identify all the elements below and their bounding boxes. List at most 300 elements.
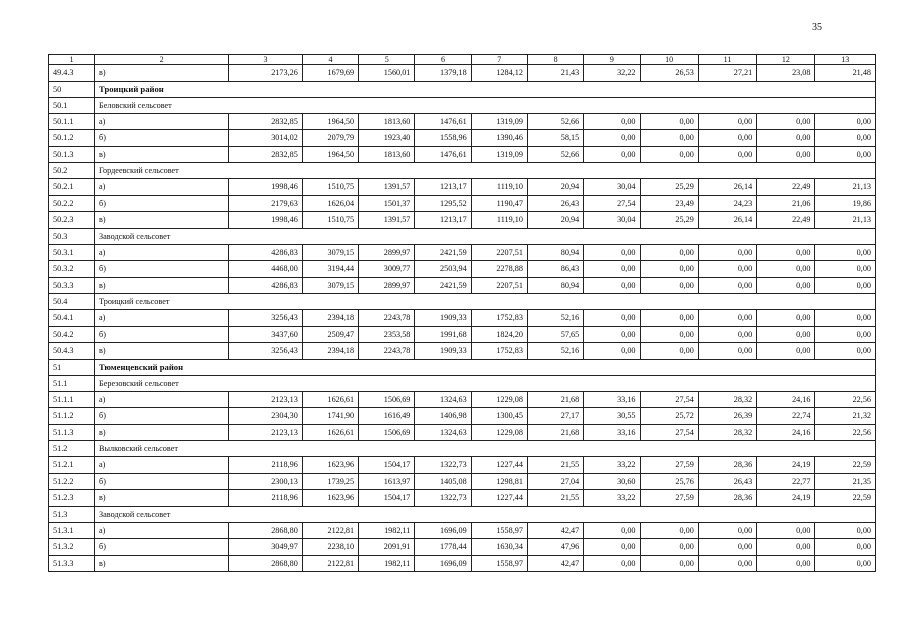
value-cell-col-13: 21,13: [815, 179, 876, 196]
value-cell-col-13: 21,48: [815, 65, 876, 82]
value-cell-col-6: 1778,44: [415, 539, 471, 556]
column-header-12: 12: [757, 55, 815, 65]
row-code: 51.2.1: [49, 457, 95, 474]
value-cell-col-9: 0,00: [584, 539, 640, 556]
value-cell-col-3: 3437,60: [229, 326, 303, 343]
council-title: Вылковский сельсовет: [95, 441, 876, 457]
value-cell-col-12: 0,00: [757, 310, 815, 327]
table-row: [49, 65, 876, 82]
row-code: 51.1.1: [49, 391, 95, 408]
value-cell-col-11: 28,36: [698, 490, 756, 507]
row-code: 50.2.3: [49, 212, 95, 229]
table-row: [49, 310, 876, 327]
value-cell-col-3: 4286,83: [229, 244, 303, 261]
value-cell-col-10: 0,00: [640, 113, 698, 130]
value-cell-col-11: 26,14: [698, 212, 756, 229]
value-cell-col-5: 1813,60: [359, 146, 415, 163]
value-cell-col-11: 26,39: [698, 408, 756, 425]
value-cell-col-6: 2421,59: [415, 244, 471, 261]
value-cell-col-7: 1229,08: [471, 391, 527, 408]
council-title: Березовский сельсовет: [95, 375, 876, 391]
value-cell-col-10: 25,29: [640, 179, 698, 196]
value-cell-col-8: 80,94: [527, 277, 583, 294]
column-header-2: 2: [95, 55, 229, 65]
value-cell-col-7: 1319,09: [471, 146, 527, 163]
value-cell-col-11: 28,32: [698, 424, 756, 441]
value-cell-col-3: 2832,85: [229, 146, 303, 163]
council-title: Беловский сельсовет: [95, 97, 876, 113]
value-cell-col-9: 0,00: [584, 113, 640, 130]
value-cell-col-9: 30,04: [584, 212, 640, 229]
value-cell-col-6: 1213,17: [415, 179, 471, 196]
row-code: 49.4.3: [49, 65, 95, 82]
value-cell-col-10: 0,00: [640, 310, 698, 327]
value-cell-col-5: 1501,37: [359, 195, 415, 212]
row-code: 51.3.3: [49, 555, 95, 572]
value-cell-col-9: 33,22: [584, 490, 640, 507]
value-cell-col-8: 21,43: [527, 65, 583, 82]
value-cell-col-12: 22,77: [757, 473, 815, 490]
value-cell-col-9: 33,22: [584, 457, 640, 474]
table-row: [49, 261, 876, 278]
value-cell-col-3: 4286,83: [229, 277, 303, 294]
row-variant: б): [95, 130, 229, 147]
value-cell-col-8: 42,47: [527, 522, 583, 539]
value-cell-col-8: 21,68: [527, 391, 583, 408]
table-row: [49, 130, 876, 147]
value-cell-col-4: 3194,44: [302, 261, 358, 278]
value-cell-col-12: 24,19: [757, 490, 815, 507]
value-cell-col-8: 58,15: [527, 130, 583, 147]
value-cell-col-7: 1284,12: [471, 65, 527, 82]
row-variant: б): [95, 408, 229, 425]
value-cell-col-11: 24,23: [698, 195, 756, 212]
column-header-8: 8: [527, 55, 583, 65]
value-cell-col-13: 22,56: [815, 391, 876, 408]
value-cell-col-9: 30,55: [584, 408, 640, 425]
value-cell-col-11: 26,43: [698, 473, 756, 490]
value-cell-col-4: 2238,10: [302, 539, 358, 556]
column-header-13: 13: [815, 55, 876, 65]
value-cell-col-12: 22,49: [757, 179, 815, 196]
column-header-5: 5: [359, 55, 415, 65]
row-code: 50.1.2: [49, 130, 95, 147]
value-cell-col-13: 22,59: [815, 490, 876, 507]
value-cell-col-4: 1626,61: [302, 424, 358, 441]
row-variant: в): [95, 424, 229, 441]
value-cell-col-10: 0,00: [640, 343, 698, 360]
column-header-10: 10: [640, 55, 698, 65]
value-cell-col-13: 0,00: [815, 539, 876, 556]
value-cell-col-8: 80,94: [527, 244, 583, 261]
value-cell-col-6: 1213,17: [415, 212, 471, 229]
council-row: [49, 228, 876, 244]
value-cell-col-5: 1923,40: [359, 130, 415, 147]
value-cell-col-8: 52,16: [527, 343, 583, 360]
value-cell-col-8: 27,04: [527, 473, 583, 490]
value-cell-col-5: 1616,49: [359, 408, 415, 425]
value-cell-col-3: 3014,02: [229, 130, 303, 147]
value-cell-col-5: 3009,77: [359, 261, 415, 278]
district-row: [49, 81, 876, 97]
value-cell-col-9: 30,60: [584, 473, 640, 490]
value-cell-col-12: 0,00: [757, 539, 815, 556]
value-cell-col-11: 0,00: [698, 244, 756, 261]
row-code: 51.1.3: [49, 424, 95, 441]
header-row: [49, 55, 876, 65]
value-cell-col-10: 0,00: [640, 326, 698, 343]
value-cell-col-4: 1510,75: [302, 179, 358, 196]
value-cell-col-12: 0,00: [757, 522, 815, 539]
row-variant: б): [95, 326, 229, 343]
value-cell-col-3: 4468,00: [229, 261, 303, 278]
value-cell-col-13: 19,86: [815, 195, 876, 212]
council-row: [49, 294, 876, 310]
value-cell-col-13: 21,13: [815, 212, 876, 229]
council-row: [49, 163, 876, 179]
row-variant: в): [95, 343, 229, 360]
district-row: [49, 359, 876, 375]
value-cell-col-3: 2173,26: [229, 65, 303, 82]
value-cell-col-9: 30,04: [584, 179, 640, 196]
value-cell-col-9: 32,22: [584, 65, 640, 82]
value-cell-col-11: 0,00: [698, 522, 756, 539]
value-cell-col-4: 1739,25: [302, 473, 358, 490]
row-variant: б): [95, 261, 229, 278]
row-variant: в): [95, 277, 229, 294]
value-cell-col-5: 1982,11: [359, 522, 415, 539]
value-cell-col-4: 2122,81: [302, 522, 358, 539]
value-cell-col-5: 1982,11: [359, 555, 415, 572]
row-code: 51.2.2: [49, 473, 95, 490]
value-cell-col-8: 47,96: [527, 539, 583, 556]
value-cell-col-9: 0,00: [584, 326, 640, 343]
value-cell-col-7: 1558,97: [471, 555, 527, 572]
value-cell-col-11: 28,32: [698, 391, 756, 408]
value-cell-col-3: 1998,46: [229, 212, 303, 229]
value-cell-col-5: 1391,57: [359, 212, 415, 229]
value-cell-col-13: 0,00: [815, 130, 876, 147]
value-cell-col-13: 22,59: [815, 457, 876, 474]
value-cell-col-7: 1752,83: [471, 310, 527, 327]
value-cell-col-6: 1379,18: [415, 65, 471, 82]
value-cell-col-6: 1322,73: [415, 457, 471, 474]
value-cell-col-5: 2243,78: [359, 310, 415, 327]
value-cell-col-4: 1679,69: [302, 65, 358, 82]
value-cell-col-9: 27,54: [584, 195, 640, 212]
value-cell-col-5: 2899,97: [359, 277, 415, 294]
value-cell-col-12: 0,00: [757, 261, 815, 278]
row-code: 50.4.2: [49, 326, 95, 343]
row-variant: а): [95, 457, 229, 474]
value-cell-col-13: 21,32: [815, 408, 876, 425]
value-cell-col-12: 22,49: [757, 212, 815, 229]
value-cell-col-11: 0,00: [698, 261, 756, 278]
column-header-3: 3: [229, 55, 303, 65]
value-cell-col-3: 1998,46: [229, 179, 303, 196]
value-cell-col-12: 0,00: [757, 130, 815, 147]
value-cell-col-8: 21,55: [527, 490, 583, 507]
row-code: 50.2.2: [49, 195, 95, 212]
row-variant: б): [95, 539, 229, 556]
value-cell-col-4: 1626,61: [302, 391, 358, 408]
value-cell-col-11: 0,00: [698, 555, 756, 572]
table-row: [49, 539, 876, 556]
value-cell-col-12: 0,00: [757, 277, 815, 294]
value-cell-col-6: 1991,68: [415, 326, 471, 343]
row-code: 51: [49, 359, 95, 375]
value-cell-col-9: 0,00: [584, 244, 640, 261]
council-row: [49, 506, 876, 522]
value-cell-col-7: 2278,88: [471, 261, 527, 278]
value-cell-col-5: 1506,69: [359, 391, 415, 408]
row-code: 50.3.3: [49, 277, 95, 294]
row-variant: а): [95, 113, 229, 130]
value-cell-col-10: 27,54: [640, 424, 698, 441]
value-cell-col-9: 0,00: [584, 261, 640, 278]
value-cell-col-12: 0,00: [757, 146, 815, 163]
table-row: [49, 408, 876, 425]
value-cell-col-8: 27,17: [527, 408, 583, 425]
value-cell-col-10: 0,00: [640, 261, 698, 278]
council-row: [49, 97, 876, 113]
row-code: 50.1: [49, 97, 95, 113]
value-cell-col-12: 0,00: [757, 244, 815, 261]
value-cell-col-11: 28,36: [698, 457, 756, 474]
value-cell-col-12: 21,06: [757, 195, 815, 212]
value-cell-col-5: 2899,97: [359, 244, 415, 261]
row-variant: б): [95, 473, 229, 490]
value-cell-col-5: 1504,17: [359, 490, 415, 507]
value-cell-col-13: 0,00: [815, 146, 876, 163]
value-cell-col-5: 1813,60: [359, 113, 415, 130]
value-cell-col-12: 0,00: [757, 555, 815, 572]
value-cell-col-5: 1560,01: [359, 65, 415, 82]
value-cell-col-8: 42,47: [527, 555, 583, 572]
table-row: [49, 522, 876, 539]
value-cell-col-12: 24,16: [757, 391, 815, 408]
value-cell-col-6: 1406,98: [415, 408, 471, 425]
page-number: 35: [812, 22, 822, 33]
value-cell-col-4: 2394,18: [302, 343, 358, 360]
value-cell-col-4: 3079,15: [302, 244, 358, 261]
value-cell-col-3: 2304,30: [229, 408, 303, 425]
table-row: [49, 326, 876, 343]
value-cell-col-7: 1227,44: [471, 457, 527, 474]
value-cell-col-8: 21,55: [527, 457, 583, 474]
value-cell-col-5: 1504,17: [359, 457, 415, 474]
value-cell-col-7: 1229,08: [471, 424, 527, 441]
value-cell-col-7: 2207,51: [471, 244, 527, 261]
value-cell-col-6: 2421,59: [415, 277, 471, 294]
row-variant: в): [95, 146, 229, 163]
council-title: Троицкий сельсовет: [95, 294, 876, 310]
row-variant: а): [95, 391, 229, 408]
row-code: 51.3: [49, 506, 95, 522]
table-row: [49, 555, 876, 572]
value-cell-col-13: 0,00: [815, 522, 876, 539]
value-cell-col-5: 1506,69: [359, 424, 415, 441]
row-variant: б): [95, 195, 229, 212]
value-cell-col-7: 1630,34: [471, 539, 527, 556]
row-code: 50.4.1: [49, 310, 95, 327]
row-code: 51.1: [49, 375, 95, 391]
value-cell-col-4: 1964,50: [302, 113, 358, 130]
value-cell-col-4: 2079,79: [302, 130, 358, 147]
value-cell-col-6: 1696,09: [415, 555, 471, 572]
value-cell-col-8: 21,68: [527, 424, 583, 441]
value-cell-col-3: 2300,13: [229, 473, 303, 490]
value-cell-col-3: 2123,13: [229, 391, 303, 408]
value-cell-col-3: 2832,85: [229, 113, 303, 130]
value-cell-col-9: 0,00: [584, 555, 640, 572]
value-cell-col-10: 25,72: [640, 408, 698, 425]
value-cell-col-3: 3049,97: [229, 539, 303, 556]
table-row: [49, 244, 876, 261]
value-cell-col-12: 22,74: [757, 408, 815, 425]
value-cell-col-7: 1824,20: [471, 326, 527, 343]
value-cell-col-7: 1227,44: [471, 490, 527, 507]
value-cell-col-12: 0,00: [757, 326, 815, 343]
row-code: 51.2.3: [49, 490, 95, 507]
value-cell-col-10: 0,00: [640, 277, 698, 294]
value-cell-col-6: 1322,73: [415, 490, 471, 507]
column-header-6: 6: [415, 55, 471, 65]
value-cell-col-6: 1324,63: [415, 424, 471, 441]
column-header-7: 7: [471, 55, 527, 65]
value-cell-col-9: 0,00: [584, 522, 640, 539]
row-code: 51.3.1: [49, 522, 95, 539]
council-title: Гордеевский сельсовет: [95, 163, 876, 179]
value-cell-col-10: 0,00: [640, 130, 698, 147]
value-cell-col-3: 2868,80: [229, 522, 303, 539]
value-cell-col-6: 1295,52: [415, 195, 471, 212]
table-row: [49, 277, 876, 294]
value-cell-col-11: 0,00: [698, 113, 756, 130]
table-row: [49, 146, 876, 163]
table-row: [49, 343, 876, 360]
value-cell-col-11: 0,00: [698, 310, 756, 327]
value-cell-col-3: 2123,13: [229, 424, 303, 441]
value-cell-col-6: 1909,33: [415, 310, 471, 327]
value-cell-col-10: 0,00: [640, 522, 698, 539]
value-cell-col-13: 0,00: [815, 343, 876, 360]
value-cell-col-6: 1558,96: [415, 130, 471, 147]
value-cell-col-6: 2503,94: [415, 261, 471, 278]
value-cell-col-11: 26,14: [698, 179, 756, 196]
district-title: Тюменцевский район: [95, 359, 876, 375]
value-cell-col-9: 0,00: [584, 343, 640, 360]
value-cell-col-10: 27,59: [640, 490, 698, 507]
table-row: [49, 113, 876, 130]
row-code: 50.2.1: [49, 179, 95, 196]
value-cell-col-7: 1390,46: [471, 130, 527, 147]
value-cell-col-6: 1909,33: [415, 343, 471, 360]
row-variant: в): [95, 212, 229, 229]
district-title: Троицкий район: [95, 81, 876, 97]
value-cell-col-10: 0,00: [640, 146, 698, 163]
value-cell-col-11: 0,00: [698, 343, 756, 360]
row-code: 50.4.3: [49, 343, 95, 360]
row-code: 50.2: [49, 163, 95, 179]
council-row: [49, 441, 876, 457]
value-cell-col-13: 22,56: [815, 424, 876, 441]
value-cell-col-10: 0,00: [640, 244, 698, 261]
value-cell-col-6: 1476,61: [415, 113, 471, 130]
value-cell-col-5: 2353,58: [359, 326, 415, 343]
value-cell-col-9: 0,00: [584, 277, 640, 294]
value-cell-col-5: 2243,78: [359, 343, 415, 360]
table-row: [49, 490, 876, 507]
row-code: 51.3.2: [49, 539, 95, 556]
row-variant: а): [95, 179, 229, 196]
value-cell-col-4: 1510,75: [302, 212, 358, 229]
column-header-4: 4: [302, 55, 358, 65]
row-variant: в): [95, 490, 229, 507]
value-cell-col-5: 1391,57: [359, 179, 415, 196]
column-header-1: 1: [49, 55, 95, 65]
value-cell-col-3: 2868,80: [229, 555, 303, 572]
value-cell-col-8: 20,94: [527, 179, 583, 196]
table-body: [49, 55, 876, 572]
value-cell-col-10: 0,00: [640, 539, 698, 556]
value-cell-col-6: 1324,63: [415, 391, 471, 408]
value-cell-col-9: 0,00: [584, 310, 640, 327]
value-cell-col-10: 27,54: [640, 391, 698, 408]
value-cell-col-10: 25,29: [640, 212, 698, 229]
value-cell-col-9: 33,16: [584, 424, 640, 441]
value-cell-col-4: 2122,81: [302, 555, 358, 572]
table-row: [49, 424, 876, 441]
tariff-table: [48, 54, 876, 572]
row-code: 50.1.1: [49, 113, 95, 130]
value-cell-col-7: 1558,97: [471, 522, 527, 539]
value-cell-col-9: 33,16: [584, 391, 640, 408]
value-cell-col-10: 26,53: [640, 65, 698, 82]
value-cell-col-9: 0,00: [584, 130, 640, 147]
table-row: [49, 473, 876, 490]
row-code: 50.3.2: [49, 261, 95, 278]
row-variant: а): [95, 522, 229, 539]
value-cell-col-13: 0,00: [815, 555, 876, 572]
row-code: 51.2: [49, 441, 95, 457]
value-cell-col-7: 1752,83: [471, 343, 527, 360]
value-cell-col-10: 27,59: [640, 457, 698, 474]
value-cell-col-8: 86,43: [527, 261, 583, 278]
value-cell-col-6: 1696,09: [415, 522, 471, 539]
value-cell-col-6: 1405,08: [415, 473, 471, 490]
council-title: Заводской сельсовет: [95, 228, 876, 244]
value-cell-col-4: 2394,18: [302, 310, 358, 327]
value-cell-col-10: 23,49: [640, 195, 698, 212]
value-cell-col-13: 0,00: [815, 310, 876, 327]
value-cell-col-13: 0,00: [815, 244, 876, 261]
value-cell-col-6: 1476,61: [415, 146, 471, 163]
row-variant: в): [95, 555, 229, 572]
value-cell-col-7: 1119,10: [471, 212, 527, 229]
value-cell-col-7: 1190,47: [471, 195, 527, 212]
value-cell-col-11: 0,00: [698, 277, 756, 294]
row-code: 50.3: [49, 228, 95, 244]
value-cell-col-8: 20,94: [527, 212, 583, 229]
value-cell-col-5: 2091,91: [359, 539, 415, 556]
value-cell-col-8: 52,16: [527, 310, 583, 327]
row-code: 50.1.3: [49, 146, 95, 163]
value-cell-col-3: 2118,96: [229, 457, 303, 474]
value-cell-col-11: 0,00: [698, 130, 756, 147]
value-cell-col-11: 27,21: [698, 65, 756, 82]
table-row: [49, 457, 876, 474]
